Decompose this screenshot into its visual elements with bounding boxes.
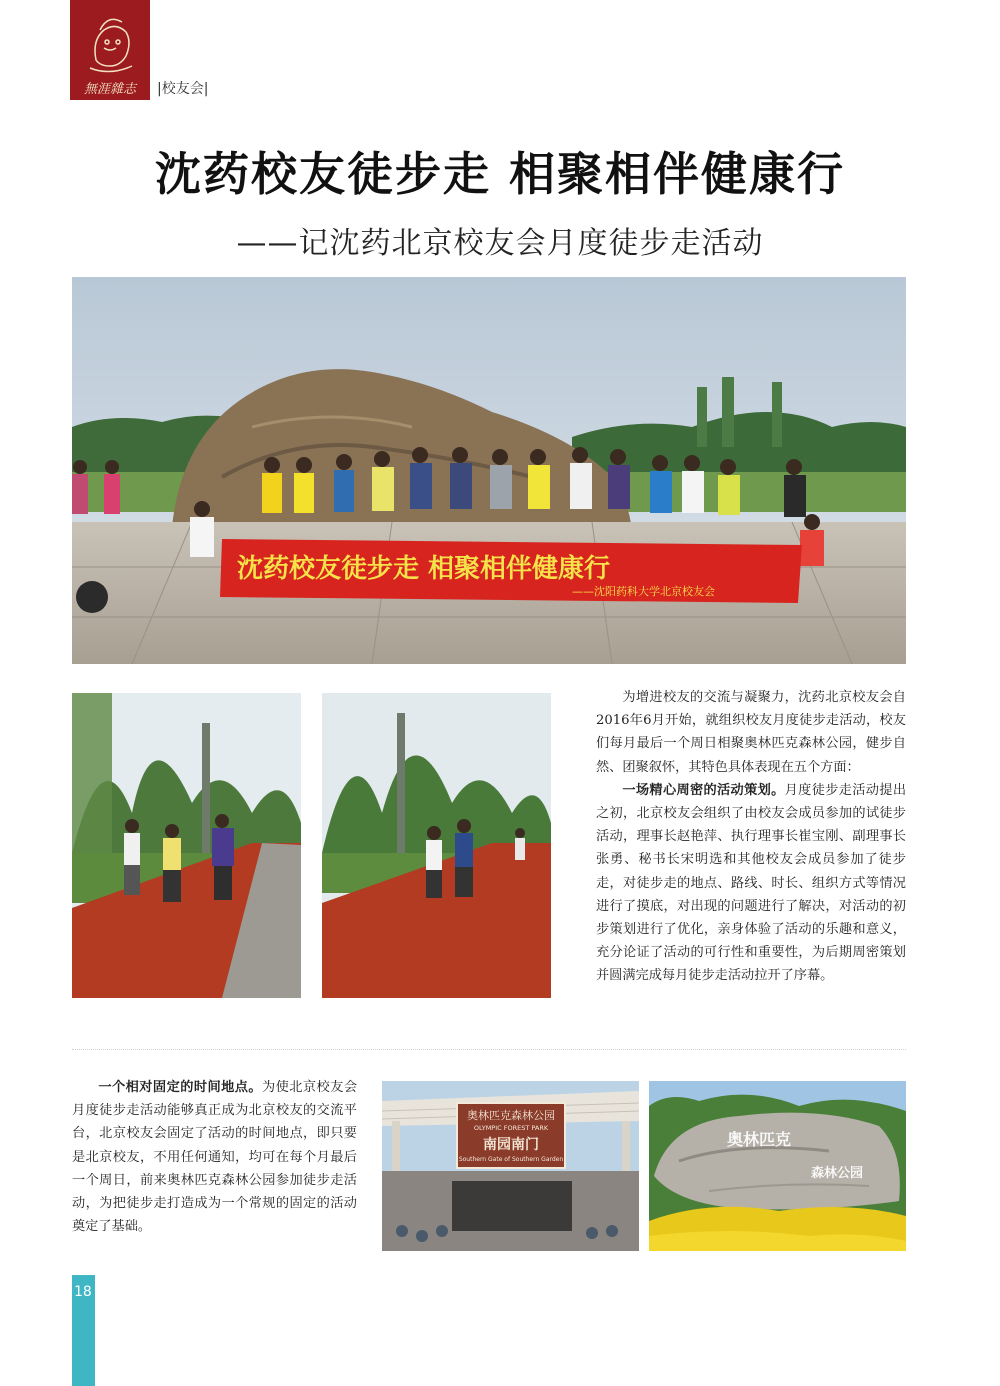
rock-photo (649, 1081, 906, 1251)
page-number: 18 (74, 1284, 92, 1300)
section1-text: 月度徒步走活动提出之初，北京校友会组织了由校友会成员参加的试徒步活动，理事长赵艳萍、执行理事长崔宝刚、副理事长张勇、秘书长宋明选和其他校友会成员参加了徒步走，对徒步走的地点、路线、时长、组织方式等情况进行了摸底，对出现的问题进行了解决，对活动的初步策划进行了优化，亲身体验了活动的乐趣和意义，充分论证了活动的可行性和重要性，为后期周密策划并圆满完成每月徒步走活动拉开了序幕。 (596, 782, 907, 984)
banner-main-text: 沈药校友徒步走 相聚相伴健康行 (237, 554, 611, 584)
gate-sign-cn-main: 南园南门 (483, 1137, 539, 1153)
section2-lead: 一个相对固定的时间地点。 (98, 1080, 263, 1095)
article-subtitle: ——记沈药北京校友会月度徒步走活动 (236, 226, 764, 261)
intro-paragraph: 为增进校友的交流与凝聚力，沈药北京校友会自2016年6月开始，就组织校友月度徒步走活动，校友们每月最后一个周日相聚奥林匹克森林公园，健步自然、团聚叙怀，其特色具体表现在五个方面： (596, 690, 906, 775)
logo-text: 無涯雜志 (83, 82, 136, 97)
article-text-column-2 (72, 1076, 357, 1238)
rock-sign-line2: 森林公园 (811, 1166, 864, 1181)
section1-lead: 一场精心周密的活动策划。 (622, 782, 785, 798)
section1-paragraph (596, 779, 906, 988)
section2-paragraph (72, 1076, 357, 1238)
group-photo (72, 277, 906, 664)
walking-photo-1 (72, 693, 301, 998)
rock-sign-line1: 奥林匹克 (727, 1130, 792, 1149)
gate-sign-en-top: OLYMPIC FOREST PARK (473, 1124, 549, 1132)
gate-sign-cn-top: 奥林匹克森林公园 (467, 1109, 555, 1122)
gate-photo (382, 1081, 639, 1251)
section-divider (72, 1049, 906, 1050)
walking-photo-2 (322, 693, 551, 998)
section-label: |校友会| (157, 81, 209, 97)
gate-sign-en-main: Southern Gate of Southern Garden (458, 1156, 564, 1163)
banner-sub-text: ——沈阳药科大学北京校友会 (572, 585, 715, 598)
article-title: 沈药校友徒步走 相聚相伴健康行 (154, 147, 845, 201)
section2-text: 为使北京校友会月度徒步走活动能够真正成为北京校友的交流平台，北京校友会固定了活动的时间地点，即只要是北京校友，不用任何通知，均可在每个月最后一个周日，前来奥林匹克森林公园参加徒步走活动，为把徒步走打造成为一个常规的固定的活动奠定了基础。 (72, 1080, 358, 1235)
article-text-column (596, 686, 906, 988)
